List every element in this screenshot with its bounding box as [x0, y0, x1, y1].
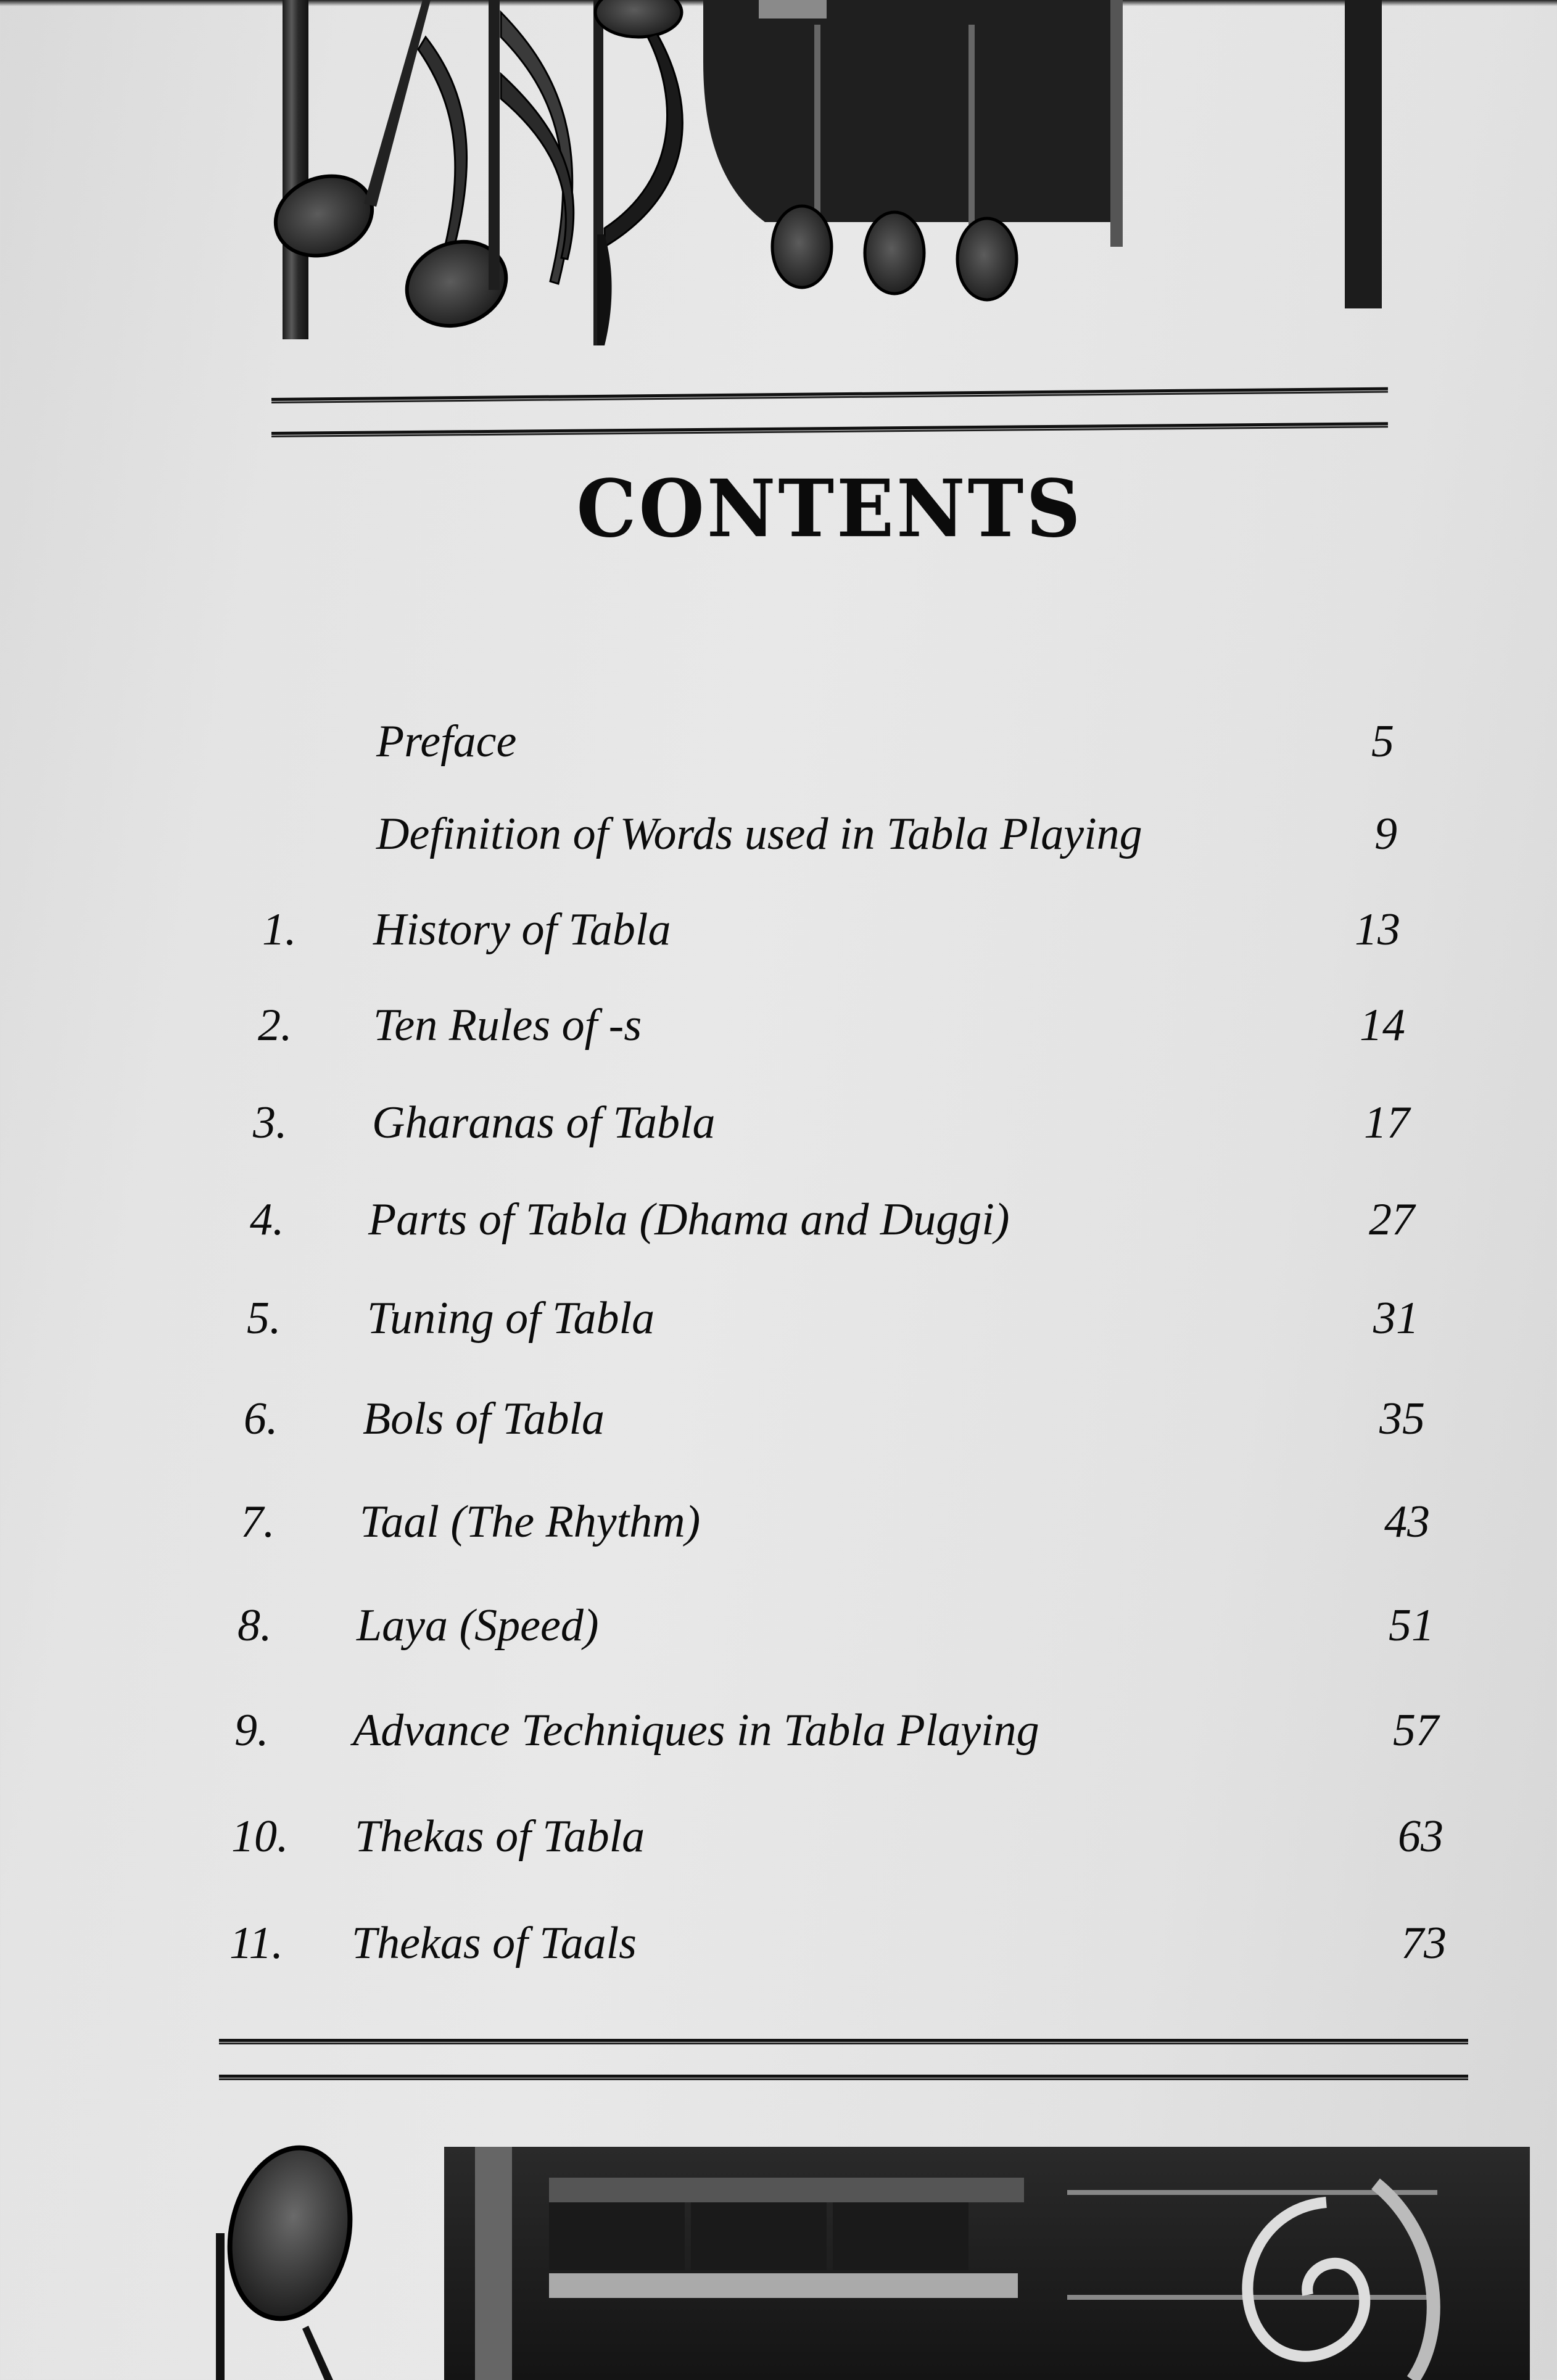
- toc-entry-page: 27: [1369, 1194, 1415, 1245]
- divider-top-lower: [271, 422, 1388, 432]
- toc-entry-page: 13: [1355, 904, 1400, 955]
- toc-entry[interactable]: [0, 999, 1557, 1073]
- toc-entry-number: 3.: [253, 1097, 287, 1148]
- toc-entry-title: Parts of Tabla (Dhama and Duggi): [368, 1194, 1010, 1245]
- toc-entry-number: 9.: [234, 1705, 269, 1756]
- toc-entry-page: 43: [1384, 1497, 1430, 1547]
- toc-entry-title: Gharanas of Tabla: [372, 1097, 716, 1148]
- music-notes-illustration-bottom: [204, 2141, 1548, 2380]
- toc-entry-page: 17: [1364, 1097, 1410, 1148]
- toc-entry-number: 11.: [229, 1918, 284, 1969]
- toc-entry-title: Thekas of Tabla: [355, 1811, 645, 1862]
- toc-entry-title: Thekas of Taals: [352, 1918, 637, 1969]
- toc-entry-number: 6.: [244, 1394, 278, 1444]
- toc-entry[interactable]: [0, 1496, 1557, 1570]
- toc-entry-title: History of Tabla: [373, 904, 671, 955]
- toc-entry-number: 2.: [258, 1000, 292, 1051]
- toc-entry-title: Bols of Tabla: [363, 1394, 605, 1444]
- music-notes-illustration-top: [271, 0, 1382, 345]
- toc-entry-number: 5.: [247, 1293, 281, 1344]
- toc-entry-title: Taal (The Rhythm): [360, 1497, 701, 1547]
- toc-entry-title: Tuning of Tabla: [367, 1293, 655, 1344]
- toc-entry-number: 4.: [250, 1194, 284, 1245]
- toc-entry-page: 35: [1379, 1394, 1425, 1444]
- page-title: CONTENTS: [576, 461, 1083, 555]
- toc-entry-page: 9: [1374, 809, 1397, 859]
- toc-entry-number: 8.: [237, 1600, 272, 1651]
- toc-entry-page: 57: [1393, 1705, 1439, 1756]
- toc-entry[interactable]: [0, 808, 1557, 882]
- toc-entry-page: 14: [1360, 1000, 1405, 1051]
- toc-entry-title: Advance Techniques in Tabla Playing: [353, 1705, 1039, 1756]
- toc-entry[interactable]: [0, 716, 1557, 790]
- toc-entry-page: 51: [1389, 1600, 1434, 1651]
- toc-entry-title: Laya (Speed): [357, 1600, 599, 1651]
- toc-entry-title: Ten Rules of -s: [373, 1000, 642, 1051]
- toc-entry[interactable]: [0, 1292, 1557, 1366]
- toc-entry-number: 10.: [231, 1811, 289, 1862]
- toc-entry-title: Definition of Words used in Tabla Playing: [376, 809, 1142, 859]
- toc-entry[interactable]: [0, 1704, 1557, 1779]
- toc-entry-number: 7.: [241, 1497, 275, 1547]
- toc-entry-number: 1.: [262, 904, 297, 955]
- toc-entry-page: 63: [1398, 1811, 1443, 1862]
- toc-entry[interactable]: [0, 1811, 1557, 1885]
- toc-entry[interactable]: [0, 1917, 1557, 1991]
- toc-entry[interactable]: [0, 1393, 1557, 1467]
- toc-entry-page: 73: [1401, 1918, 1447, 1969]
- toc-entry[interactable]: [0, 904, 1557, 978]
- toc-entry-title: Preface: [376, 716, 517, 767]
- toc-entry-page: 5: [1371, 716, 1394, 767]
- divider-top-upper: [271, 387, 1388, 398]
- toc-entry[interactable]: [0, 1097, 1557, 1171]
- toc-entry[interactable]: [0, 1600, 1557, 1674]
- toc-entry-page: 31: [1373, 1293, 1419, 1344]
- toc-entry[interactable]: [0, 1194, 1557, 1268]
